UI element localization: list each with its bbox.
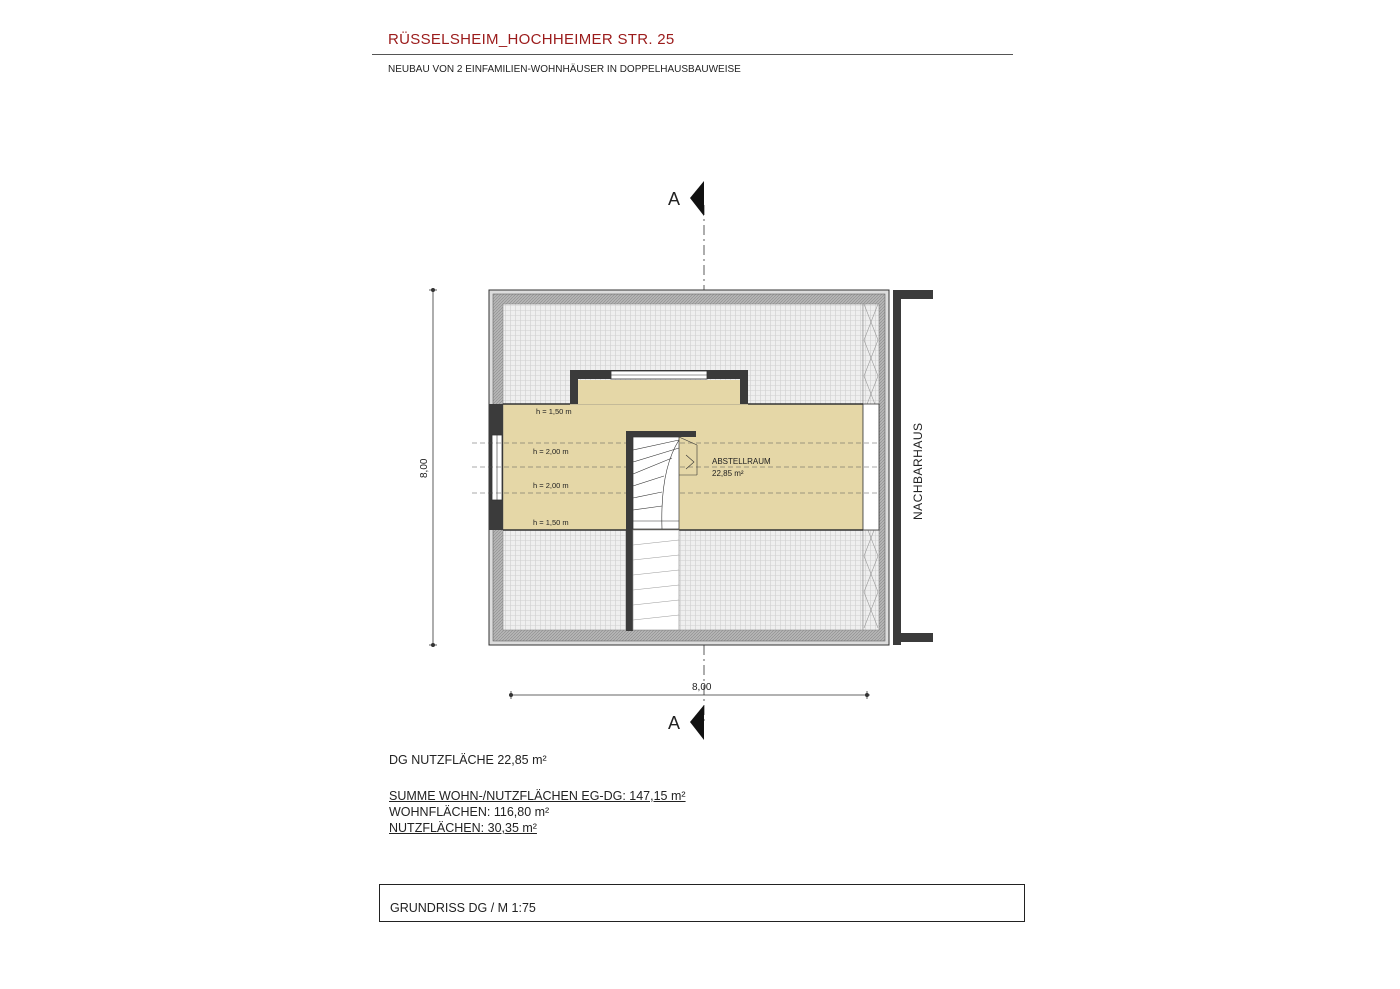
drawing-title-box: [379, 884, 1025, 922]
dimension-vertical: [429, 288, 437, 647]
height-label: h = 2,00 m: [533, 447, 569, 456]
room-area: 22,85 m²: [712, 469, 744, 478]
section-marker-top-label: A: [668, 189, 681, 209]
height-label: h = 2,00 m: [533, 481, 569, 490]
dimension-horizontal: [509, 691, 870, 699]
dg-nutzflaeche: DG NUTZFLÄCHE 22,85 m²: [389, 753, 547, 767]
summe-flaechen: SUMME WOHN-/NUTZFLÄCHEN EG-DG: 147,15 m²: [389, 789, 686, 803]
section-marker-bottom-arrow: [690, 705, 704, 740]
page-title: RÜSSELSHEIM_HOCHHEIMER STR. 25: [388, 31, 675, 48]
nutzflaechen: NUTZFLÄCHEN: 30,35 m²: [389, 821, 537, 835]
dimension-horizontal-label: 8,00: [692, 682, 712, 693]
area-summary: [389, 752, 686, 836]
wohnflaechen: WOHNFLÄCHEN: 116,80 m²: [389, 805, 550, 819]
height-label: h = 1,50 m: [533, 518, 569, 527]
page-subtitle: NEUBAU VON 2 EINFAMILIEN-WOHNHÄUSER IN DOPPELHAUSBAUWEISE: [388, 64, 741, 75]
section-marker-bottom-label: A: [668, 713, 681, 733]
room-name: ABSTELLRAUM: [712, 457, 771, 466]
drawing-title: GRUNDRISS DG / M 1:75: [390, 901, 536, 915]
section-marker-top-arrow: [690, 181, 704, 216]
dimension-vertical-label: 8,00: [419, 458, 430, 478]
neighbor-label: NACHBARHAUS: [911, 422, 925, 520]
height-label: h = 1,50 m: [536, 407, 572, 416]
